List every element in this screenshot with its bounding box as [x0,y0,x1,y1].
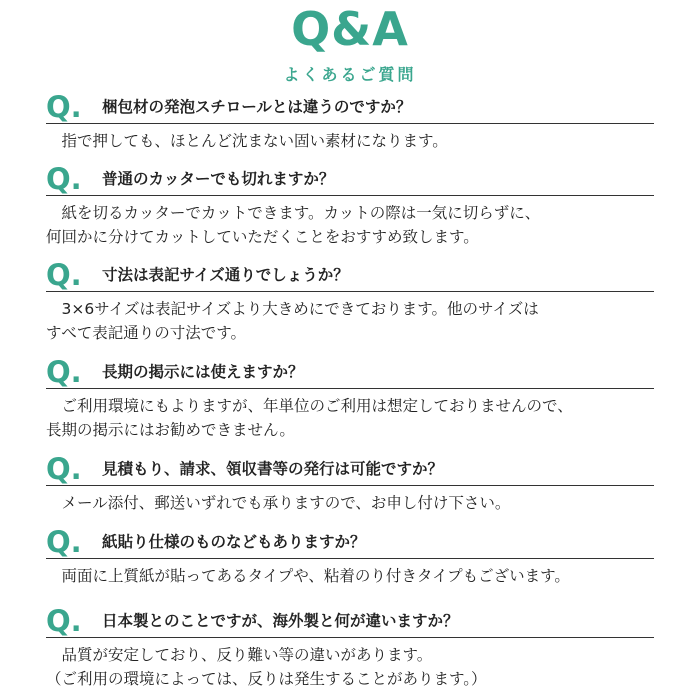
question-text: 梱包材の発泡スチロールとは違うのですか？ [102,98,412,116]
question-text: 寸法は表記サイズ通りでしょうか？ [102,266,349,284]
answer-text: 品質が安定しており、反り難い等の違いがあります。 （ご利用の環境によっては、反りは発生することがあります。） [46,646,487,688]
answer-text: 紙を切るカッターでカットできます。カットの際は一気に切らずに、 何回かに分けてカットしていただくことをおすすめ致します。 [46,204,541,246]
q-mark: Q. [46,452,82,486]
page-subtitle: よくあるご質問 [283,65,417,84]
question-text: 紙貼り仕様のものなどもありますか？ [102,533,366,551]
question-text: 普通のカッターでも切れますか？ [102,170,335,188]
q-mark: Q. [46,90,82,124]
qa-item-3 [0,258,700,345]
qa-item-7 [0,604,700,691]
qa-item-1 [0,90,700,153]
question-divider [46,388,654,389]
q-mark: Q. [46,162,82,196]
answer-text: 指で押しても、ほとんど沈まない固い素材になります。 [46,132,448,150]
answer-text: ご利用環境にもよりますが、年単位のご利用は想定しておりませんので、 長期の掲示にはお勧めできません。 [46,397,573,439]
qa-item-4 [0,355,700,442]
question-divider [46,485,654,486]
question-divider [46,558,654,559]
page-title: Q&A [291,2,409,56]
answer-text: 両面に上質紙が貼ってあるタイプや、粘着のり付きタイプもございます。 [46,567,570,585]
question-text: 日本製とのことですが、海外製と何が違いますか？ [102,612,459,630]
q-mark: Q. [46,355,82,389]
qa-item-2 [0,162,700,249]
question-divider [46,637,654,638]
qa-item-6 [0,525,700,588]
question-divider [46,123,654,124]
question-text: 見積もり、請求、領収書等の発行は可能ですか？ [102,460,444,478]
q-mark: Q. [46,604,82,638]
question-text: 長期の掲示には使えますか？ [102,363,304,381]
answer-text: 3×6サイズは表記サイズより大きめにできております。他のサイズは すべて表記通りの寸法です。 [46,300,539,342]
answer-text: メール添付、郵送いずれでも承りますので、お申し付け下さい。 [46,494,511,512]
question-divider [46,195,654,196]
qa-item-5 [0,452,700,515]
q-mark: Q. [46,525,82,559]
question-divider [46,291,654,292]
q-mark: Q. [46,258,82,292]
